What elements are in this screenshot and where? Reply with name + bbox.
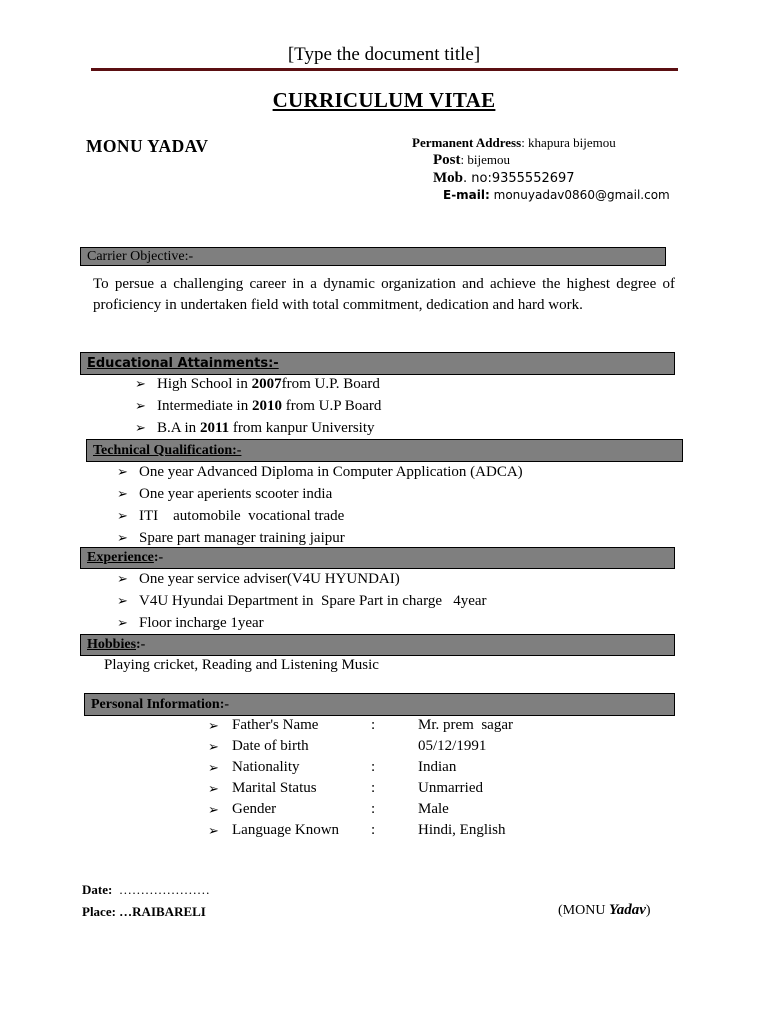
bullet-arrow-icon: ➢ bbox=[135, 420, 146, 435]
info-value: Unmarried bbox=[418, 780, 483, 796]
bullet-arrow-icon: ➢ bbox=[208, 802, 219, 817]
signature-line: (MONU Yadav) bbox=[558, 902, 651, 918]
hobbies-text: Playing cricket, Reading and Listening Music bbox=[104, 657, 379, 673]
personal-info-row bbox=[208, 757, 628, 778]
info-label: Marital Status bbox=[232, 780, 317, 796]
education-header-label: Educational Attainments:- bbox=[87, 356, 279, 371]
objective-section-header bbox=[80, 247, 666, 266]
personal-info-row bbox=[208, 715, 628, 736]
objective-header-label: Carrier Objective:- bbox=[87, 249, 194, 264]
personal-header-label: Personal Information:- bbox=[91, 697, 230, 712]
personal-info-table bbox=[208, 715, 628, 841]
education-item: ➢ Intermediate in 2010 from U.P Board bbox=[135, 395, 381, 417]
bullet-arrow-icon: ➢ bbox=[208, 781, 219, 796]
post-label: Post bbox=[433, 152, 461, 168]
technical-item: ➢ One year Advanced Diploma in Computer Application (ADCA) bbox=[117, 461, 523, 483]
technical-item: ➢ One year aperients scooter india bbox=[117, 483, 523, 505]
education-item: ➢ High School in 2007from U.P. Board bbox=[135, 373, 381, 395]
address-value: : khapura bijemou bbox=[521, 135, 616, 150]
post-line bbox=[433, 152, 510, 169]
info-value: 05/12/1991 bbox=[418, 738, 487, 754]
experience-item: ➢ Floor incharge 1year bbox=[117, 612, 487, 634]
experience-item: ➢ V4U Hyundai Department in Spare Part in charge 4year bbox=[117, 590, 487, 612]
mobile-line bbox=[433, 170, 575, 187]
info-label: Language Known bbox=[232, 822, 340, 838]
bullet-arrow-icon: ➢ bbox=[208, 760, 219, 775]
date-value: ………………… bbox=[118, 882, 210, 897]
email-label: E-mail: bbox=[443, 188, 490, 202]
info-label: Nationality bbox=[232, 759, 300, 775]
bullet-arrow-icon: ➢ bbox=[117, 486, 128, 501]
info-separator: : bbox=[371, 801, 376, 817]
info-value: Hindi, English bbox=[418, 822, 506, 838]
bullet-arrow-icon: ➢ bbox=[117, 464, 128, 479]
info-label: Date of birth bbox=[232, 738, 309, 754]
bullet-arrow-icon: ➢ bbox=[117, 530, 128, 545]
info-value: Indian bbox=[418, 759, 457, 775]
personal-section-header bbox=[84, 693, 675, 716]
education-list bbox=[135, 373, 381, 439]
date-label: Date: bbox=[82, 882, 113, 897]
technical-section-header bbox=[86, 439, 683, 462]
email-value: monuyadav0860@gmail.com bbox=[493, 188, 670, 202]
info-separator: : bbox=[371, 780, 376, 796]
signature-name: Yadav bbox=[608, 902, 646, 918]
email-line bbox=[443, 188, 670, 202]
info-separator: : bbox=[371, 759, 376, 775]
bullet-arrow-icon: ➢ bbox=[208, 823, 219, 838]
info-value: Mr. prem sagar bbox=[418, 717, 513, 733]
personal-info-row bbox=[208, 736, 628, 757]
info-separator: : bbox=[371, 717, 376, 733]
info-label: Gender bbox=[232, 801, 277, 817]
address-label: Permanent Address bbox=[412, 135, 522, 150]
personal-info-row bbox=[208, 799, 628, 820]
mobile-value: . no:9355552697 bbox=[463, 171, 575, 186]
objective-text: To persue a challenging career in a dynamic organization and achieve the highest degree of proficiency in undertaken field with total commitment, dedication and hard work. bbox=[93, 276, 675, 313]
education-section-header bbox=[80, 352, 675, 375]
technical-item: ➢ ITI automobile vocational trade bbox=[117, 505, 523, 527]
candidate-name: MONU YADAV bbox=[86, 136, 209, 156]
education-item: ➢ B.A in 2011 from kanpur University bbox=[135, 417, 381, 439]
bullet-arrow-icon: ➢ bbox=[208, 739, 219, 754]
info-separator: : bbox=[371, 822, 376, 838]
technical-list bbox=[117, 461, 523, 549]
place-label: Place: bbox=[82, 904, 116, 919]
post-value: : bijemou bbox=[460, 152, 510, 167]
cv-heading: CURRICULUM VITAE bbox=[272, 88, 496, 112]
bullet-arrow-icon: ➢ bbox=[117, 571, 128, 586]
place-value: …RAIBARELI bbox=[119, 904, 206, 919]
experience-section-header: Experience:- bbox=[80, 547, 675, 569]
address-line bbox=[412, 135, 616, 151]
bullet-arrow-icon: ➢ bbox=[135, 376, 146, 391]
bullet-arrow-icon: ➢ bbox=[117, 593, 128, 608]
personal-info-row bbox=[208, 778, 628, 799]
date-line bbox=[82, 882, 210, 898]
bullet-arrow-icon: ➢ bbox=[135, 398, 146, 413]
hobbies-header-label: Hobbies bbox=[87, 637, 137, 652]
document-title: [Type the document title] bbox=[287, 44, 481, 65]
personal-info-row bbox=[208, 820, 628, 841]
mobile-label: Mob bbox=[433, 170, 463, 186]
info-label: Father's Name bbox=[232, 717, 319, 733]
technical-header-label: Technical Qualification:- bbox=[93, 443, 242, 458]
experience-item: ➢ One year service adviser(V4U HYUNDAI) bbox=[117, 568, 487, 590]
bullet-arrow-icon: ➢ bbox=[117, 508, 128, 523]
experience-header-label: Experience bbox=[87, 550, 154, 565]
bullet-arrow-icon: ➢ bbox=[117, 615, 128, 630]
place-line bbox=[82, 904, 206, 920]
title-divider bbox=[91, 68, 678, 71]
info-value: Male bbox=[418, 801, 449, 817]
technical-item: ➢ Spare part manager training jaipur bbox=[117, 527, 523, 549]
bullet-arrow-icon: ➢ bbox=[208, 718, 219, 733]
hobbies-section-header: Hobbies:- bbox=[80, 634, 675, 656]
experience-list bbox=[117, 568, 487, 634]
